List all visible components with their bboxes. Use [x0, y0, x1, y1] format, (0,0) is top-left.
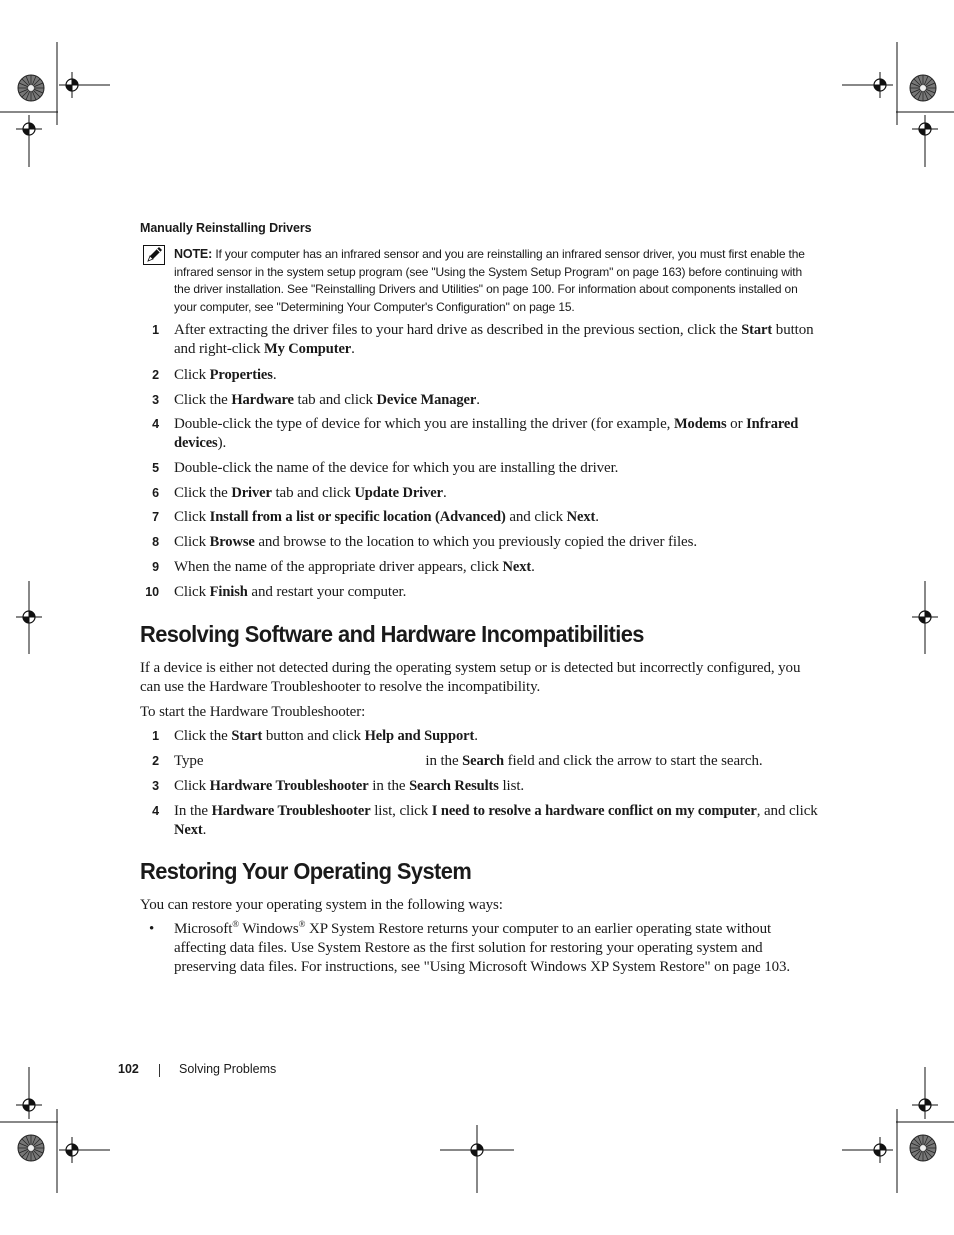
step-number: 5 — [152, 461, 159, 475]
step-number: 1 — [152, 323, 159, 337]
step-bold: Help and Support — [364, 728, 475, 744]
list-item — [140, 777, 820, 796]
step-text: . — [476, 392, 480, 408]
step-number: 6 — [152, 486, 159, 500]
step-number: 4 — [152, 804, 159, 818]
subheading-manually-reinstalling-drivers: Manually Reinstalling Drivers — [140, 221, 312, 235]
step-text: . — [595, 509, 599, 525]
list-item — [140, 727, 820, 746]
step-text: in the — [368, 778, 410, 794]
step-bold: Modems — [673, 416, 727, 432]
bullet-text: Windows — [239, 921, 299, 937]
bullet-dot: • — [149, 921, 155, 937]
step-text: and click — [505, 509, 567, 525]
step-text: field and click the arrow to start the search. — [504, 753, 763, 769]
step-text: Click — [174, 534, 210, 550]
step-bold: Install from a list or specific location (Advanced) — [209, 509, 506, 525]
step-number: 8 — [152, 535, 159, 549]
list-item — [140, 366, 820, 385]
step-bold: Infrared devices — [174, 416, 799, 451]
pencil-note-icon — [143, 245, 165, 265]
step-bold: My Computer — [264, 341, 352, 357]
step-number: 2 — [152, 368, 159, 382]
footer-section-title: Solving Problems — [179, 1062, 277, 1076]
step-bold: Next — [174, 822, 203, 838]
list-item — [140, 459, 820, 478]
step-bold: Update Driver — [354, 485, 443, 501]
step-text: Click the — [174, 485, 232, 501]
step-text: and restart your computer. — [247, 584, 407, 600]
step-text: button and click — [262, 728, 365, 744]
bullet-text: Microsoft — [174, 921, 233, 937]
step-bold: Next — [502, 559, 532, 575]
step-text: . — [531, 559, 535, 575]
step-bold: Device Manager — [376, 392, 477, 408]
step-bold: Browse — [209, 534, 255, 550]
step-text: tab and click — [271, 485, 355, 501]
list-item — [140, 752, 820, 771]
page-number: 102 — [118, 1062, 139, 1076]
step-text: Double-click the type of device for which you are installing the driver (for example, — [174, 416, 674, 432]
step-number: 4 — [152, 417, 159, 431]
bullet-text: XP System Restore returns your computer to an earlier operating state without affecting data files. Use System Restore as the first solution for restoring your operating system and preserving data files. For instructions, see "Using Microsoft Windows XP System Restore" on page 103. — [174, 921, 791, 975]
step-bold: Search — [462, 753, 504, 769]
step-text: Click — [174, 509, 210, 525]
paragraph-start-troubleshooter: To start the Hardware Troubleshooter: — [140, 704, 366, 720]
step-text: When the name of the appropriate driver appears, click — [174, 559, 503, 575]
step-bold: Driver — [231, 485, 272, 501]
step-text: button and right-click — [174, 322, 814, 357]
step-text: After extracting the driver files to your hard drive as described in the previous section, click the — [174, 322, 742, 338]
step-number: 2 — [152, 754, 159, 768]
step-number: 3 — [152, 779, 159, 793]
step-bold: I need to resolve a hardware conflict on my computer — [431, 803, 757, 819]
list-item — [140, 533, 820, 552]
step-text: . — [351, 341, 355, 357]
list-item — [140, 484, 820, 503]
step-text: Type — [174, 753, 204, 769]
step-bold: Hardware Troubleshooter — [209, 778, 369, 794]
step-text: , and click — [756, 803, 818, 819]
list-item — [140, 321, 820, 359]
note-text: If your computer has an infrared sensor and you are reinstalling an infrared sensor driver, you must first enable the infrared sensor in the system setup program (see "Using the System Setup Program" on page 163) before continuing with the driver installation. See "Reinstalling Drivers and Utilities" on page 100. For information about components installed on your computer, see "Determining Your Computer's Configuration" on page 15. — [174, 247, 805, 314]
list-item — [140, 583, 820, 602]
step-text: and browse to the location to which you previously copied the driver files. — [254, 534, 697, 550]
step-number: 9 — [152, 560, 159, 574]
step-text: . — [474, 728, 478, 744]
footer-divider — [159, 1064, 160, 1077]
step-number: 1 — [152, 729, 159, 743]
step-text: Click — [174, 367, 210, 383]
step-text: tab and click — [293, 392, 377, 408]
paragraph-restore-ways: You can restore your operating system in the following ways: — [140, 897, 503, 913]
step-text: Double-click the name of the device for which you are installing the driver. — [174, 460, 619, 476]
step-text: Click — [174, 778, 210, 794]
driver-steps-list — [140, 321, 820, 359]
step-bold: Start — [741, 322, 773, 338]
step-bold: Finish — [209, 584, 248, 600]
note-label: NOTE: — [174, 247, 213, 261]
step-text: . — [442, 485, 447, 501]
step-bold: Next — [566, 509, 596, 525]
step-bold: Hardware Troubleshooter — [211, 803, 371, 819]
step-text: or — [726, 416, 747, 432]
step-text: . — [202, 822, 207, 838]
step-number: 7 — [152, 510, 159, 524]
step-text: In the — [174, 803, 212, 819]
list-item — [140, 558, 820, 577]
heading-restoring-operating-system: Restoring Your Operating System — [140, 858, 472, 884]
registered-mark: ® — [232, 919, 240, 929]
step-text: list. — [498, 778, 525, 794]
step-text: . — [272, 367, 277, 383]
step-text: Click the — [174, 392, 232, 408]
heading-resolving-incompatibilities: Resolving Software and Hardware Incompatibilities — [140, 621, 644, 647]
step-text: ). — [217, 435, 227, 451]
list-item — [140, 508, 820, 527]
list-item — [140, 391, 820, 410]
list-item — [140, 802, 820, 840]
step-text: Click the — [174, 728, 232, 744]
step-bold: Hardware — [231, 392, 294, 408]
step-bold: Start — [231, 728, 263, 744]
paragraph-intro: If a device is either not detected during the operating system setup or is detected but incorrectly configured, you can use the Hardware Troubleshooter to resolve the incompatibility. — [140, 660, 801, 695]
bullet-item-system-restore — [140, 920, 820, 977]
step-bold: Properties — [209, 367, 273, 383]
step-bold: Search Results — [409, 778, 499, 794]
step-text: list, click — [370, 803, 432, 819]
step-text: Click — [174, 584, 210, 600]
registered-mark: ® — [298, 919, 306, 929]
step-text: in the — [425, 753, 463, 769]
step-number: 10 — [145, 585, 159, 599]
note-block — [174, 246, 814, 316]
step-number: 3 — [152, 393, 159, 407]
list-item — [140, 415, 820, 453]
